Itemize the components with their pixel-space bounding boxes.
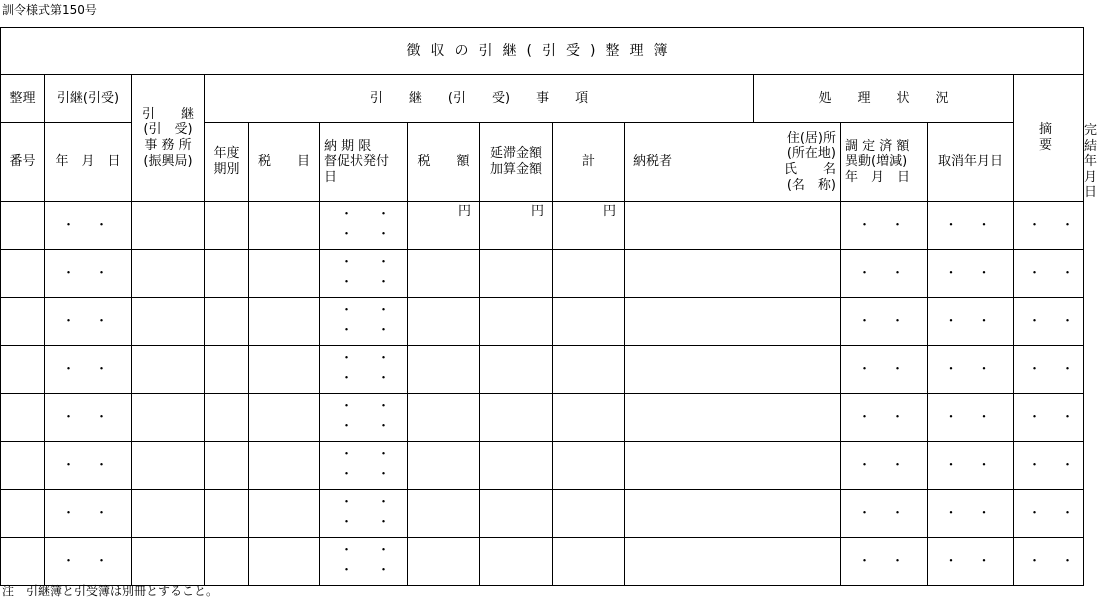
kanketsu-cell[interactable]: ・・ (1014, 249, 1084, 297)
chotei-cell[interactable]: ・・ (841, 537, 928, 585)
nendo-cell[interactable] (205, 441, 249, 489)
office-cell[interactable] (132, 393, 205, 441)
nendo-header (205, 123, 249, 202)
seiri-cell[interactable] (1, 393, 45, 441)
seiri-cell[interactable] (1, 537, 45, 585)
nendo-cell[interactable] (205, 489, 249, 537)
noki-cell[interactable] (320, 249, 415, 297)
noki-dots: ・・ (340, 495, 415, 511)
entai-cell[interactable] (480, 345, 553, 393)
date-cell[interactable]: ・・ (45, 537, 132, 585)
table-row (1, 441, 1084, 489)
kanketsu-cell[interactable]: ・・ (1014, 441, 1084, 489)
noki-dots: ・・ (340, 399, 415, 415)
date-cell[interactable]: ・・ (45, 297, 132, 345)
office-cell[interactable] (132, 441, 205, 489)
noki-dots: ・・ (340, 303, 415, 319)
entai-cell[interactable] (480, 249, 553, 297)
noki-dots: ・・ (340, 563, 415, 579)
noki-dots: ・・ (340, 207, 415, 223)
torikeshi-cell[interactable]: ・・ (928, 345, 1014, 393)
ledger-title: 徴収の引継(引受)整理簿 (1, 28, 1084, 75)
seiri-cell[interactable] (1, 345, 45, 393)
office-line4: (振興局) (143, 153, 193, 169)
chotei-cell[interactable]: ・・ (841, 201, 928, 249)
entai-cell[interactable] (480, 537, 553, 585)
nozeisha-cell[interactable] (625, 201, 841, 249)
noki-line2: 督促状発付 (324, 154, 390, 170)
chotei-cell[interactable]: ・・ (841, 249, 928, 297)
tekiyo-header: 摘要 (1014, 75, 1084, 202)
noki-cell[interactable] (320, 201, 415, 249)
torikeshi-cell[interactable]: ・・ (928, 441, 1014, 489)
noki-header (320, 123, 408, 202)
table-row (1, 393, 1084, 441)
noki-dots: ・・ (340, 419, 415, 435)
nozeisha-cell[interactable] (625, 393, 841, 441)
zeigaku-cell[interactable] (408, 297, 480, 345)
entai-cell[interactable]: 円 (480, 201, 553, 249)
date-cell[interactable]: ・・ (45, 201, 132, 249)
chotei-cell[interactable]: ・・ (841, 441, 928, 489)
zeimoku-cell[interactable] (249, 393, 320, 441)
table-row (1, 489, 1084, 537)
date-header-bottom: 年 月 日 (45, 123, 132, 202)
table-row (1, 537, 1084, 585)
office-line1: 引 継 (141, 106, 194, 122)
noki-dots: ・・ (340, 543, 415, 559)
torikeshi-cell[interactable]: ・・ (928, 393, 1014, 441)
kanketsu-cell[interactable]: ・・ (1014, 489, 1084, 537)
date-cell[interactable]: ・・ (45, 489, 132, 537)
noki-dots: ・・ (340, 323, 415, 339)
zeigaku-cell[interactable] (408, 537, 480, 585)
chotei-cell[interactable]: ・・ (841, 345, 928, 393)
kanketsu-cell[interactable]: ・・ (1014, 393, 1084, 441)
nozeisha-cell[interactable] (625, 441, 841, 489)
nendo-cell[interactable] (205, 345, 249, 393)
nozeisha-cell[interactable] (625, 537, 841, 585)
entai-line1: 延滞金額 (489, 146, 542, 162)
kei-cell[interactable] (553, 393, 625, 441)
office-cell[interactable] (132, 249, 205, 297)
entai-cell[interactable] (480, 441, 553, 489)
noki-line3: 日 (324, 169, 338, 185)
date-cell[interactable]: ・・ (45, 441, 132, 489)
table-row (1, 201, 1084, 249)
shori-header: 処 理 状 況 (754, 75, 1014, 123)
noki-cell[interactable] (320, 393, 415, 441)
noki-dots: ・・ (340, 255, 415, 271)
seiri-header-bottom: 番号 (1, 123, 45, 202)
noki-dots: ・・ (340, 227, 415, 243)
nendo-cell[interactable] (205, 537, 249, 585)
kei-cell[interactable]: 円 (553, 201, 625, 249)
nozeisha-cell[interactable] (625, 297, 841, 345)
chotei-cell[interactable]: ・・ (841, 393, 928, 441)
noki-dots: ・・ (340, 371, 415, 387)
kanketsu-cell[interactable]: ・・ (1014, 537, 1084, 585)
table-row (1, 249, 1084, 297)
seiri-cell[interactable] (1, 441, 45, 489)
date-cell[interactable]: ・・ (45, 249, 132, 297)
torikeshi-cell[interactable]: ・・ (928, 297, 1014, 345)
zeigaku-cell[interactable] (408, 441, 480, 489)
chotei-cell[interactable]: ・・ (841, 297, 928, 345)
noki-dots: ・・ (340, 275, 415, 291)
seiri-header-top: 整理 (1, 75, 45, 123)
office-cell[interactable] (132, 345, 205, 393)
kei-cell[interactable] (553, 297, 625, 345)
entai-header (480, 123, 553, 202)
noki-cell[interactable] (320, 489, 415, 537)
nozeisha-header (625, 123, 841, 202)
noki-line1: 納 期 限 (324, 138, 372, 154)
zeigaku-header: 税 額 (408, 123, 480, 202)
nendo-line1: 年度 (213, 146, 240, 162)
seiri-cell[interactable] (1, 489, 45, 537)
office-header (132, 75, 205, 202)
nozeisha-cell[interactable] (625, 249, 841, 297)
office-cell[interactable] (132, 537, 205, 585)
nendo-cell[interactable] (205, 249, 249, 297)
nendo-cell[interactable] (205, 393, 249, 441)
zeimoku-cell[interactable] (249, 489, 320, 537)
nozeisha-cell[interactable] (625, 489, 841, 537)
office-line3: 事 務 所 (144, 137, 192, 153)
jiko-header: 引 継 (引 受) 事 項 (205, 75, 754, 123)
table-row (1, 297, 1084, 345)
form-id: 訓令様式第150号 (2, 3, 97, 17)
kei-cell[interactable] (553, 489, 625, 537)
address-line2: (所在地) (786, 146, 836, 162)
nendo-cell[interactable] (205, 297, 249, 345)
zeimoku-cell[interactable] (249, 249, 320, 297)
entai-line2: 加算金額 (489, 161, 542, 177)
kei-cell[interactable] (553, 345, 625, 393)
date-cell[interactable]: ・・ (45, 345, 132, 393)
noki-cell[interactable] (320, 345, 415, 393)
ledger-table: 徴収の引継(引受)整理簿 整理 引継(引受) 引 継 (引 受) 事 務 所 (振興局) 引 継 (引 受) 事 項 処 理 状 況 摘要 番号 年 月 日 年度 期別 税 目 納 期 限 督促状発付 日 税 額 延滞金額 加算金額 計 納税者 住(居)所 (所在地) 氏 名 (名 称) 調 定 済 額 異動(増減) 年 月 日 取消年月日 完結年月日 ・・ ・・ ・・ 円 円 円 ・・ ・・ ・・ ・・ ・・ ・・ ・・ ・・ ・・ ・・ ・・ ・・ ・・ ・・ ・・ ・・ ・・ ・・ ・・ ・・ ・・ ・・ ・・ ・・ ・・ ・・ ・・ ・・ ・・ ・・ ・・ ・・ ・・ ・・ ・・ ・・ ・・ ・・ ・・ ・・ ・・ ・・ ・・ ・・ ・・ (0, 27, 1084, 586)
footnote: 注 引継簿と引受簿は別冊とすること。 (2, 584, 219, 598)
seiri-cell[interactable] (1, 297, 45, 345)
chotei-line1: 調 定 済 額 (845, 138, 910, 154)
torikeshi-cell[interactable]: ・・ (928, 489, 1014, 537)
table-row (1, 345, 1084, 393)
entai-cell[interactable] (480, 393, 553, 441)
kei-cell[interactable] (553, 441, 625, 489)
noki-cell[interactable] (320, 441, 415, 489)
zeigaku-cell[interactable] (408, 489, 480, 537)
zeigaku-cell[interactable] (408, 345, 480, 393)
zeimoku-cell[interactable] (249, 345, 320, 393)
office-cell[interactable] (132, 201, 205, 249)
noki-cell[interactable] (320, 297, 415, 345)
nozeisha-label: 納税者 (633, 154, 673, 170)
noki-dots: ・・ (340, 447, 415, 463)
address-line3: 氏 名 (783, 161, 836, 177)
address-line4: (名 称) (786, 177, 836, 193)
torikeshi-cell[interactable]: ・・ (928, 249, 1014, 297)
entai-cell[interactable] (480, 489, 553, 537)
zeimoku-cell[interactable] (249, 441, 320, 489)
kanketsu-cell[interactable]: ・・ (1014, 201, 1084, 249)
seiri-cell[interactable] (1, 201, 45, 249)
zeimoku-header: 税 目 (249, 123, 320, 202)
zeimoku-cell[interactable] (249, 297, 320, 345)
chotei-line2: 異動(増減) (845, 154, 908, 170)
noki-dots: ・・ (340, 351, 415, 367)
zeigaku-cell[interactable] (408, 249, 480, 297)
zeigaku-cell[interactable]: 円 (408, 201, 480, 249)
chotei-cell[interactable]: ・・ (841, 489, 928, 537)
seiri-cell[interactable] (1, 249, 45, 297)
date-cell[interactable]: ・・ (45, 393, 132, 441)
zeimoku-cell[interactable] (249, 201, 320, 249)
nendo-cell[interactable] (205, 201, 249, 249)
office-cell[interactable] (132, 297, 205, 345)
noki-dots: ・・ (340, 467, 415, 483)
kanketsu-cell[interactable]: ・・ (1014, 345, 1084, 393)
date-header-top: 引継(引受) (45, 75, 132, 123)
torikeshi-cell[interactable]: ・・ (928, 537, 1014, 585)
office-cell[interactable] (132, 489, 205, 537)
nozeisha-cell[interactable] (625, 345, 841, 393)
nendo-line2: 期別 (213, 161, 240, 177)
noki-dots: ・・ (340, 515, 415, 531)
kei-cell[interactable] (553, 537, 625, 585)
office-line2: (引 受) (143, 122, 193, 138)
zeigaku-cell[interactable] (408, 393, 480, 441)
kanketsu-cell[interactable]: ・・ (1014, 297, 1084, 345)
kei-header: 計 (553, 123, 625, 202)
torikeshi-cell[interactable]: ・・ (928, 201, 1014, 249)
address-line1: 住(居)所 (786, 130, 836, 146)
chotei-line3: 年 月 日 (845, 169, 911, 185)
noki-cell[interactable] (320, 537, 415, 585)
torikeshi-header: 取消年月日 (928, 123, 1014, 202)
entai-cell[interactable] (480, 297, 553, 345)
chotei-header (841, 123, 928, 202)
kei-cell[interactable] (553, 249, 625, 297)
zeimoku-cell[interactable] (249, 537, 320, 585)
